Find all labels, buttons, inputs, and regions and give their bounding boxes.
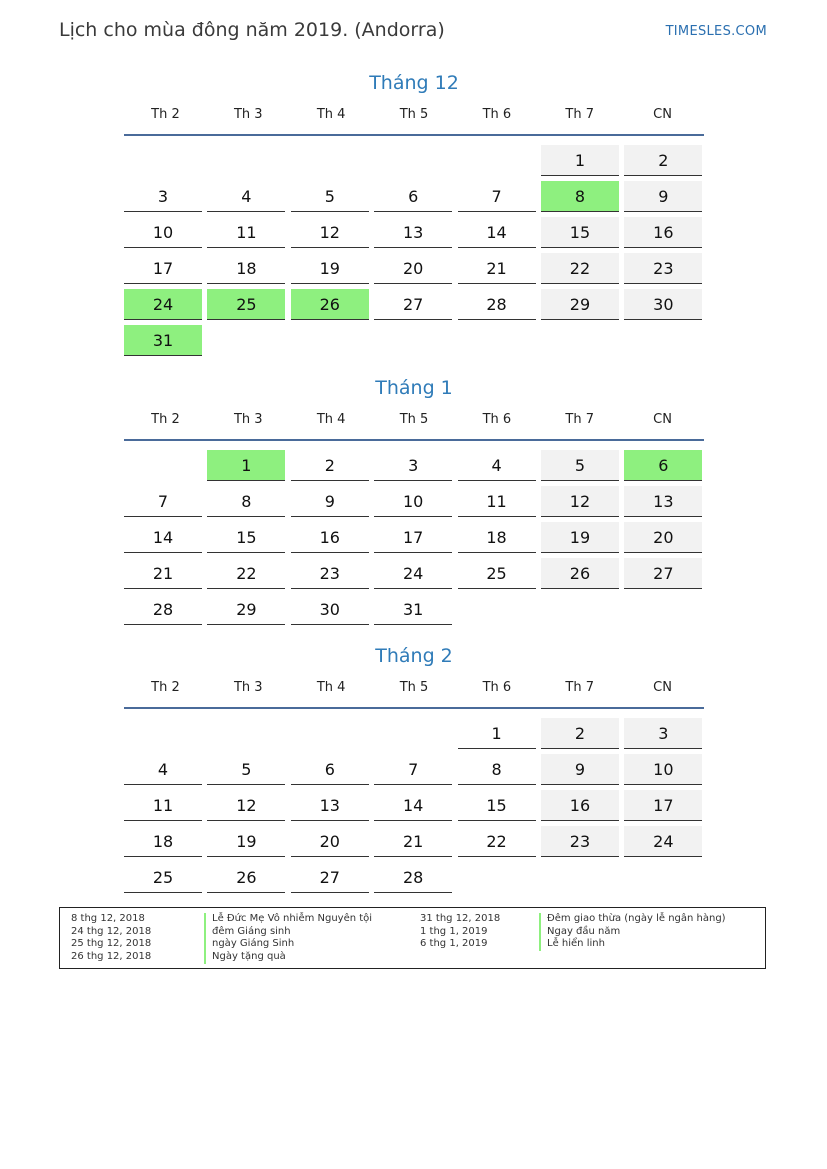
day-cell[interactable]: 28 [374, 862, 452, 893]
weekday-label: Th 7 [565, 680, 595, 695]
legend-holiday-name: đêm Giáng sinh [204, 926, 372, 939]
day-cell[interactable]: 2 [541, 718, 619, 749]
weekday-label: Th 2 [151, 412, 180, 427]
day-cell[interactable]: 19 [291, 253, 369, 284]
day-cell[interactable]: 4 [207, 181, 285, 212]
day-cell[interactable]: 15 [541, 217, 619, 248]
weeks-grid [124, 441, 704, 625]
page-title: Lịch cho mùa đông năm 2019. (Andorra) [59, 19, 445, 41]
week-row [124, 857, 704, 893]
day-cell[interactable]: 31 [374, 594, 452, 625]
day-cell[interactable]: 12 [291, 217, 369, 248]
site-link[interactable]: TIMESLES.COM [665, 24, 767, 39]
day-empty [207, 325, 285, 356]
day-cell[interactable]: 24 [624, 826, 702, 857]
day-empty [291, 718, 369, 749]
day-cell[interactable]: 30 [291, 594, 369, 625]
day-cell[interactable]: 11 [124, 790, 202, 821]
legend-date: 6 thg 1, 2019 [420, 938, 488, 950]
week-row [124, 481, 704, 517]
day-cell[interactable]: 8 [458, 754, 536, 785]
day-cell[interactable]: 20 [291, 826, 369, 857]
week-row [124, 140, 704, 176]
week-row [124, 284, 704, 320]
day-cell[interactable]: 25 [124, 862, 202, 893]
weekday-label: Th 2 [151, 107, 180, 122]
day-cell[interactable]: 10 [624, 754, 702, 785]
day-empty [124, 145, 202, 176]
day-empty [624, 862, 702, 893]
day-cell[interactable]: 3 [624, 718, 702, 749]
day-cell[interactable]: 13 [624, 486, 702, 517]
day-cell[interactable]: 2 [624, 145, 702, 176]
legend-holiday-name: Lễ Đức Mẹ Vô nhiễm Nguyên tội [204, 913, 372, 926]
weekday-label: Th 6 [482, 107, 512, 122]
day-cell[interactable]: 7 [374, 754, 452, 785]
day-cell[interactable]: 21 [374, 826, 452, 857]
legend-right-names [539, 913, 726, 951]
day-cell[interactable]: 1 [458, 718, 536, 749]
day-cell[interactable]: 14 [458, 217, 536, 248]
day-empty [458, 325, 536, 356]
week-row [124, 517, 704, 553]
weekday-label: Th 4 [316, 680, 346, 695]
day-cell[interactable]: 10 [374, 486, 452, 517]
legend-left-names [204, 913, 372, 964]
day-cell[interactable]: 14 [124, 522, 202, 553]
day-empty [124, 718, 202, 749]
week-row [124, 785, 704, 821]
weekday-label: Th 6 [482, 680, 512, 695]
day-cell[interactable]: 26 [207, 862, 285, 893]
day-cell[interactable]: 26 [541, 558, 619, 589]
legend-holiday-name: ngày Giáng Sinh [204, 938, 372, 951]
day-cell[interactable]: 3 [374, 450, 452, 481]
day-cell[interactable]: 27 [374, 289, 452, 320]
day-cell[interactable]: 27 [624, 558, 702, 589]
week-row [124, 445, 704, 481]
holiday-legend [59, 907, 766, 969]
day-cell[interactable]: 29 [207, 594, 285, 625]
day-empty [458, 594, 536, 625]
weekday-label: Th 7 [565, 412, 595, 427]
day-cell[interactable]: 13 [374, 217, 452, 248]
day-cell[interactable]: 23 [624, 253, 702, 284]
day-cell[interactable]: 9 [541, 754, 619, 785]
day-cell[interactable]: 25 [458, 558, 536, 589]
day-cell[interactable]: 31 [124, 325, 202, 356]
day-cell[interactable]: 13 [291, 790, 369, 821]
legend-holiday-name: Ngay đầu năm [539, 926, 726, 939]
day-cell[interactable]: 22 [458, 826, 536, 857]
weekday-label: CN [653, 680, 672, 695]
weekday-label: Th 4 [316, 412, 346, 427]
month-title: Tháng 1 [375, 377, 453, 399]
day-cell[interactable]: 7 [458, 181, 536, 212]
day-empty [207, 145, 285, 176]
weekday-label: Th 3 [233, 680, 263, 695]
day-empty [458, 145, 536, 176]
legend-date: 1 thg 1, 2019 [420, 925, 488, 937]
day-cell[interactable]: 5 [541, 450, 619, 481]
week-row [124, 176, 704, 212]
day-cell[interactable]: 30 [624, 289, 702, 320]
day-cell[interactable]: 21 [458, 253, 536, 284]
day-cell[interactable]: 17 [624, 790, 702, 821]
month-title: Tháng 2 [375, 645, 453, 667]
weekday-label: Th 7 [565, 107, 595, 122]
day-cell[interactable]: 16 [291, 522, 369, 553]
weekday-label: Th 6 [482, 412, 512, 427]
day-cell[interactable]: 18 [207, 253, 285, 284]
week-row [124, 212, 704, 248]
legend-holiday-name: Lễ hiển linh [539, 938, 726, 951]
day-cell[interactable]: 17 [374, 522, 452, 553]
legend-date: 26 thg 12, 2018 [71, 951, 152, 963]
day-empty [374, 718, 452, 749]
legend-right-dates [420, 913, 500, 951]
day-cell[interactable]: 25 [207, 289, 285, 320]
day-empty [291, 325, 369, 356]
weekday-label: CN [653, 107, 672, 122]
weekday-label: Th 3 [233, 412, 263, 427]
day-cell[interactable]: 24 [374, 558, 452, 589]
day-cell[interactable]: 14 [374, 790, 452, 821]
day-cell[interactable]: 8 [207, 486, 285, 517]
day-cell[interactable]: 22 [207, 558, 285, 589]
legend-holiday-name: Ngày tặng quà [204, 951, 372, 964]
month-december [124, 70, 704, 356]
day-cell[interactable]: 19 [541, 522, 619, 553]
legend-date: 8 thg 12, 2018 [71, 913, 145, 924]
month-title: Tháng 12 [369, 72, 459, 94]
day-cell[interactable]: 12 [207, 790, 285, 821]
day-cell[interactable]: 16 [541, 790, 619, 821]
day-cell[interactable]: 1 [207, 450, 285, 481]
day-cell[interactable]: 19 [207, 826, 285, 857]
day-cell[interactable]: 18 [458, 522, 536, 553]
day-cell[interactable]: 4 [458, 450, 536, 481]
day-empty [458, 862, 536, 893]
legend-holiday-name: Đêm giao thừa (ngày lễ ngân hàng) [539, 913, 726, 926]
day-cell[interactable]: 7 [124, 486, 202, 517]
week-row [124, 248, 704, 284]
weekday-label: Th 4 [316, 107, 346, 122]
day-empty [374, 325, 452, 356]
day-empty [624, 594, 702, 625]
legend-left-dates [71, 913, 151, 964]
day-empty [541, 594, 619, 625]
month-january [124, 375, 704, 625]
day-cell[interactable]: 5 [207, 754, 285, 785]
weekday-label: Th 5 [399, 412, 429, 427]
month-february [124, 643, 704, 893]
day-empty [207, 718, 285, 749]
day-cell[interactable]: 28 [124, 594, 202, 625]
weekday-header [124, 409, 704, 441]
day-cell[interactable]: 22 [541, 253, 619, 284]
day-cell[interactable]: 2 [291, 450, 369, 481]
week-row [124, 713, 704, 749]
day-cell[interactable]: 6 [291, 754, 369, 785]
weekday-label: Th 3 [233, 107, 263, 122]
day-cell[interactable]: 26 [291, 289, 369, 320]
day-cell[interactable]: 28 [458, 289, 536, 320]
day-cell[interactable]: 21 [124, 558, 202, 589]
weekday-label: Th 5 [399, 680, 429, 695]
day-cell[interactable]: 17 [124, 253, 202, 284]
day-cell[interactable]: 8 [541, 181, 619, 212]
day-empty [624, 325, 702, 356]
day-cell[interactable]: 3 [124, 181, 202, 212]
day-cell[interactable]: 16 [624, 217, 702, 248]
day-cell[interactable]: 15 [207, 522, 285, 553]
day-empty [374, 145, 452, 176]
day-cell[interactable]: 27 [291, 862, 369, 893]
day-cell[interactable]: 18 [124, 826, 202, 857]
day-cell[interactable]: 6 [374, 181, 452, 212]
day-empty [291, 145, 369, 176]
day-cell[interactable]: 29 [541, 289, 619, 320]
day-cell[interactable]: 1 [541, 145, 619, 176]
day-cell[interactable]: 12 [541, 486, 619, 517]
day-cell[interactable]: 15 [458, 790, 536, 821]
weekday-label: Th 2 [151, 680, 180, 695]
day-empty [124, 450, 202, 481]
week-row [124, 749, 704, 785]
day-cell[interactable]: 20 [624, 522, 702, 553]
weeks-grid [124, 709, 704, 893]
day-cell[interactable]: 9 [291, 486, 369, 517]
day-cell[interactable]: 4 [124, 754, 202, 785]
day-cell[interactable]: 11 [207, 217, 285, 248]
day-cell[interactable]: 20 [374, 253, 452, 284]
legend-date: 24 thg 12, 2018 [71, 925, 152, 937]
legend-date: 25 thg 12, 2018 [71, 938, 152, 950]
day-cell[interactable]: 9 [624, 181, 702, 212]
week-row [124, 589, 704, 625]
weekday-header [124, 677, 704, 709]
day-empty [541, 325, 619, 356]
day-cell[interactable]: 10 [124, 217, 202, 248]
weeks-grid [124, 136, 704, 356]
week-row [124, 553, 704, 589]
weekday-header [124, 104, 704, 136]
day-cell[interactable]: 24 [124, 289, 202, 320]
day-cell[interactable]: 23 [291, 558, 369, 589]
day-empty [541, 862, 619, 893]
week-row [124, 821, 704, 857]
day-cell[interactable]: 11 [458, 486, 536, 517]
weekday-label: Th 5 [399, 107, 429, 122]
day-cell[interactable]: 6 [624, 450, 702, 481]
week-row [124, 320, 704, 356]
weekday-label: CN [653, 412, 672, 427]
day-cell[interactable]: 23 [541, 826, 619, 857]
legend-date: 31 thg 12, 2018 [420, 913, 501, 924]
day-cell[interactable]: 5 [291, 181, 369, 212]
